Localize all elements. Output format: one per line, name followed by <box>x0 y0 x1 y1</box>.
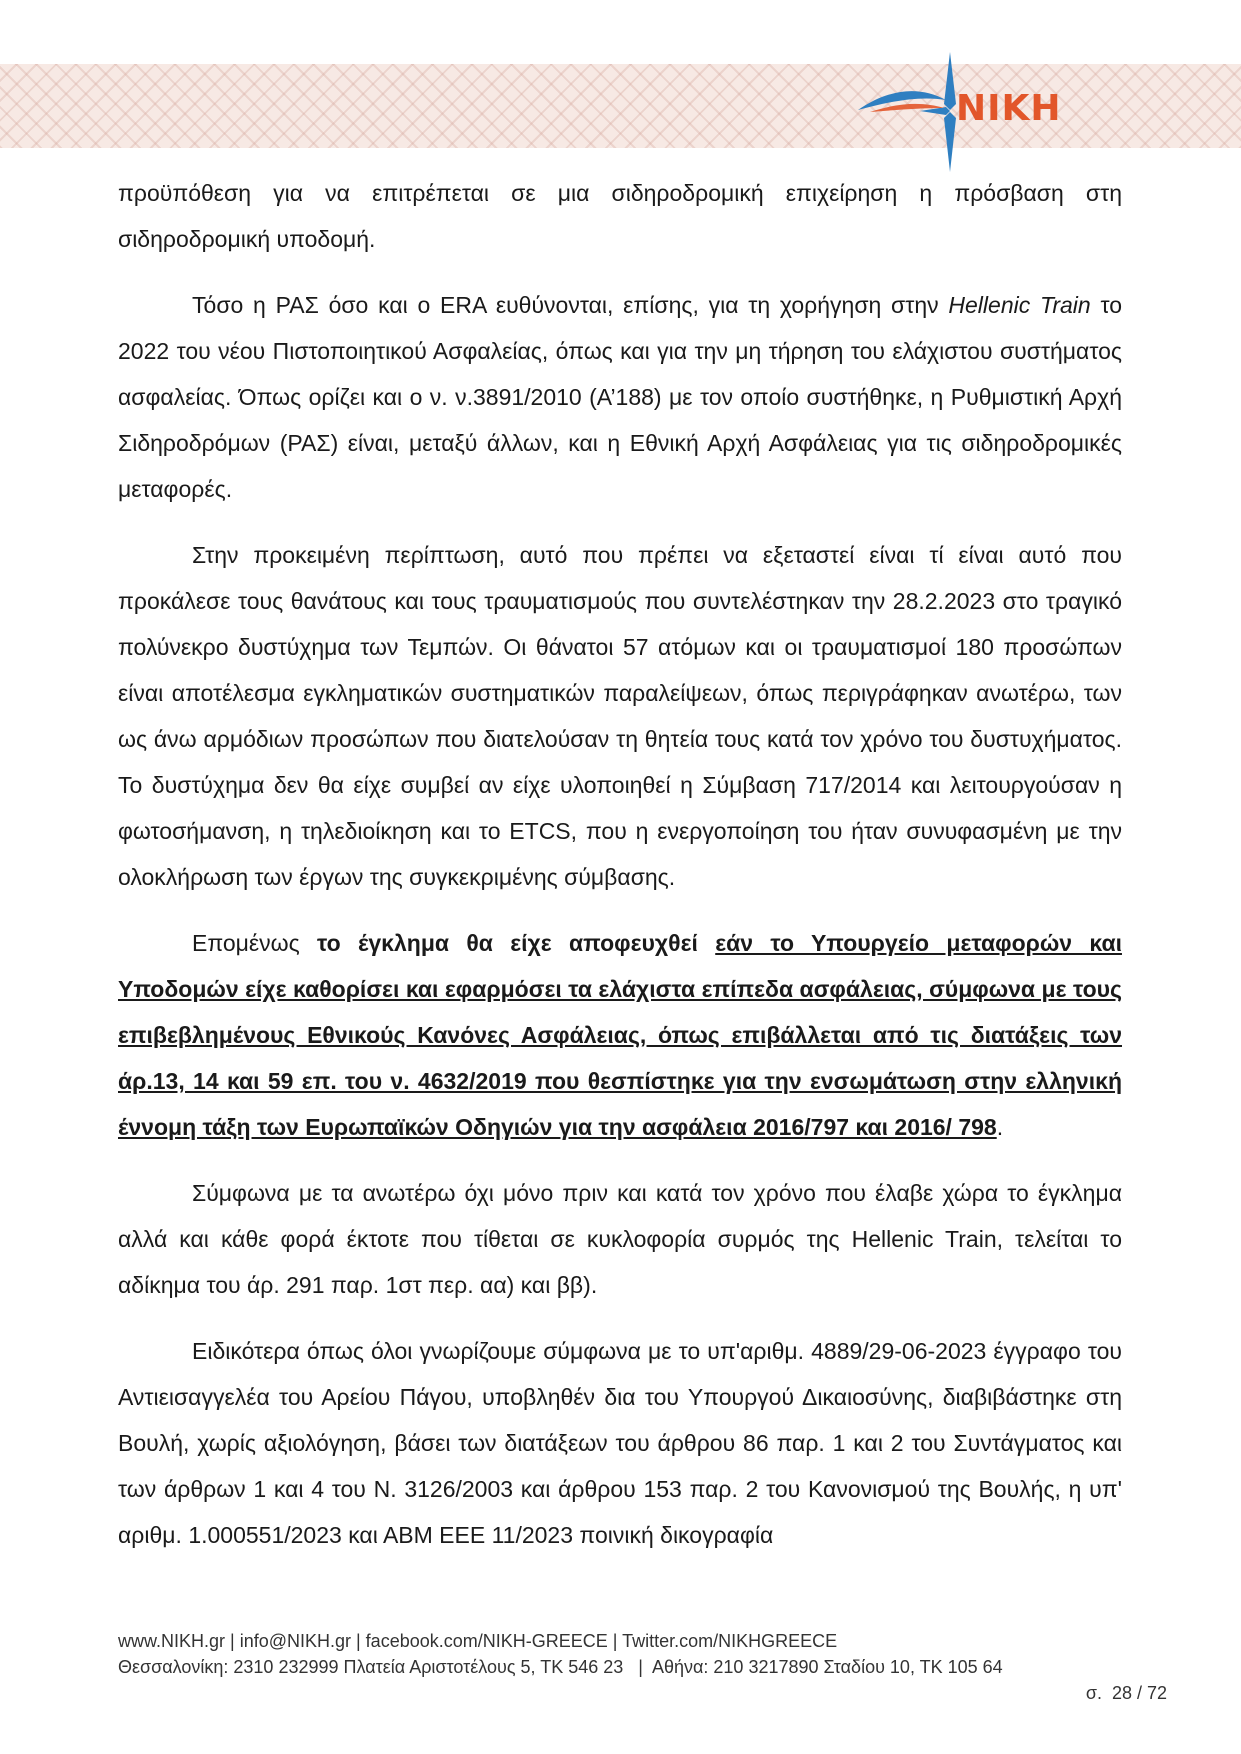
bold-phrase: το έγκλημα θα είχε αποφευχθεί <box>317 930 716 956</box>
paragraph-6: Ειδικότερα όπως όλοι γνωρίζουμε σύμφωνα με το υπ'αριθμ. 4889/29-06-2023 έγγραφο του Αντιεισαγγελέα του Αρείου Πάγου, υποβληθέν δια του Υπουργού Δικαιοσύνης, διαβιβάστηκε στη Βουλή, χωρίς αξιολόγηση, βάσει των διατάξεων του άρθρου 86 παρ. 1 και 2 του Συντάγματος και των άρθρων 1 και 4 του Ν. 3126/2003 και άρθρου 153 παρ. 2 του Κανονισμού της Βουλής, η υπ' αριθμ. 1.000551/2023 και ΑΒΜ ΕΕΕ 11/2023 ποινική δικογραφία <box>118 1338 1122 1548</box>
paragraph-4: Επομένως το έγκλημα θα είχε αποφευχθεί εάν το Υπουργείο μεταφορών και Υποδομών είχε καθορίσει και εφαρμόσει τα ελάχιστα επίπεδα ασφάλειας, σύμφωνα με τους επιβεβλημένους Εθνικούς Κανόνες Ασφάλειας, όπως επιβάλλεται από τις διατάξεις των άρ.13, 14 και 59 επ. του ν. 4632/2019 που θεσπίστηκε για την ενσωμάτωση στην ελληνική έννομη τάξη των Ευρωπαϊκών Οδηγιών για την ασφάλεια 2016/797 και 2016/ 798. <box>118 930 1122 1140</box>
page-footer <box>118 1628 1003 1680</box>
bold-underlined-phrase: εάν το Υπουργείο μεταφορών και Υποδομών είχε καθορίσει και εφαρμόσει τα ελάχιστα επίπεδα ασφάλειας, σύμφωνα με τους επιβεβλημένους Εθνικούς Κανόνες Ασφάλειας, όπως επιβάλλεται από τις διατάξεις των άρ.13, 14 και 59 επ. του ν. 4632/2019 που θεσπίστηκε για την ενσωμάτωση στην ελληνική έννομη τάξη των Ευρωπαϊκών Οδηγιών για την ασφάλεια 2016/797 και 2016/ 798 <box>118 930 1122 1140</box>
paragraph-3: Στην προκειμένη περίπτωση, αυτό που πρέπει να εξεταστεί είναι τί είναι αυτό που προκάλεσε τους θανάτους και τους τραυματισμούς που συντελέστηκαν την 28.2.2023 στο τραγικό πολύνεκρο δυστύχημα των Τεμπών. Οι θάνατοι 57 ατόμων και οι τραυματισμοί 180 προσώπων είναι αποτέλεσμα εγκληματικών συστηματικών παραλείψεων, όπως περιγράφηκαν ανωτέρω, των ως άνω αρμόδιων προσώπων που διατελούσαν τη θητεία τους κατά τον χρόνο του δυστυχήματος. Το δυστύχημα δεν θα είχε συμβεί αν είχε υλοποιηθεί η Σύμβαση 717/2014 και λειτουργούσαν η φωτοσήμανση, η τηλεδιοίκηση και το ETCS, που η ενεργοποίηση του ήταν συνυφασμένη με την ολοκλήρωση των έργων της συγκεκριμένης σύμβασης. <box>118 542 1122 890</box>
document-body <box>118 170 1122 1578</box>
nikh-logo-text: NIKH <box>956 88 1062 129</box>
paragraph-5: Σύμφωνα με τα ανωτέρω όχι μόνο πριν και κατά τον χρόνο που έλαβε χώρα το έγκλημα αλλά και κάθε φορά έκτοτε που τίθεται σε κυκλοφορία συρμός της Hellenic Train, τελείται το αδίκημα του άρ. 291 παρ. 1στ περ. αα) και ββ). <box>118 1180 1122 1298</box>
footer-addresses: Θεσσαλονίκη: 2310 232999 Πλατεία Αριστοτέλους 5, ΤΚ 546 23 | Αθήνα: 210 3217890 Σταδίου 10, ΤΚ 105 64 <box>118 1657 1003 1677</box>
page-number: σ. 28 / 72 <box>1085 1683 1167 1703</box>
paragraph-2: Τόσο η ΡΑΣ όσο και ο ERA ευθύνονται, επίσης, για τη χορήγηση στην Hellenic Train το 2022 του νέου Πιστοποιητικού Ασφαλείας, όπως και για την μη τήρηση του ελάχιστου συστήματος ασφαλείας. Όπως ορίζει και ο ν. ν.3891/2010 (Α’188) με τον οποίο συστήθηκε, η Ρυθμιστική Αρχή Σιδηροδρόμων (ΡΑΣ) είναι, μεταξύ άλλων, και η Εθνική Αρχή Ασφάλειας για τις σιδηροδρομικές μεταφορές. <box>118 292 1122 502</box>
hellenic-train-italic: Hellenic Train <box>948 292 1091 318</box>
footer-contact-links: www.NIKH.gr | info@NIKH.gr | facebook.com/NIKH-GREECE | Twitter.com/NIKHGREECE <box>118 1631 838 1651</box>
paragraph-1: προϋπόθεση για να επιτρέπεται σε μια σιδηροδρομική επιχείρηση η πρόσβαση στη σιδηροδρομική υποδομή. <box>118 180 1122 252</box>
